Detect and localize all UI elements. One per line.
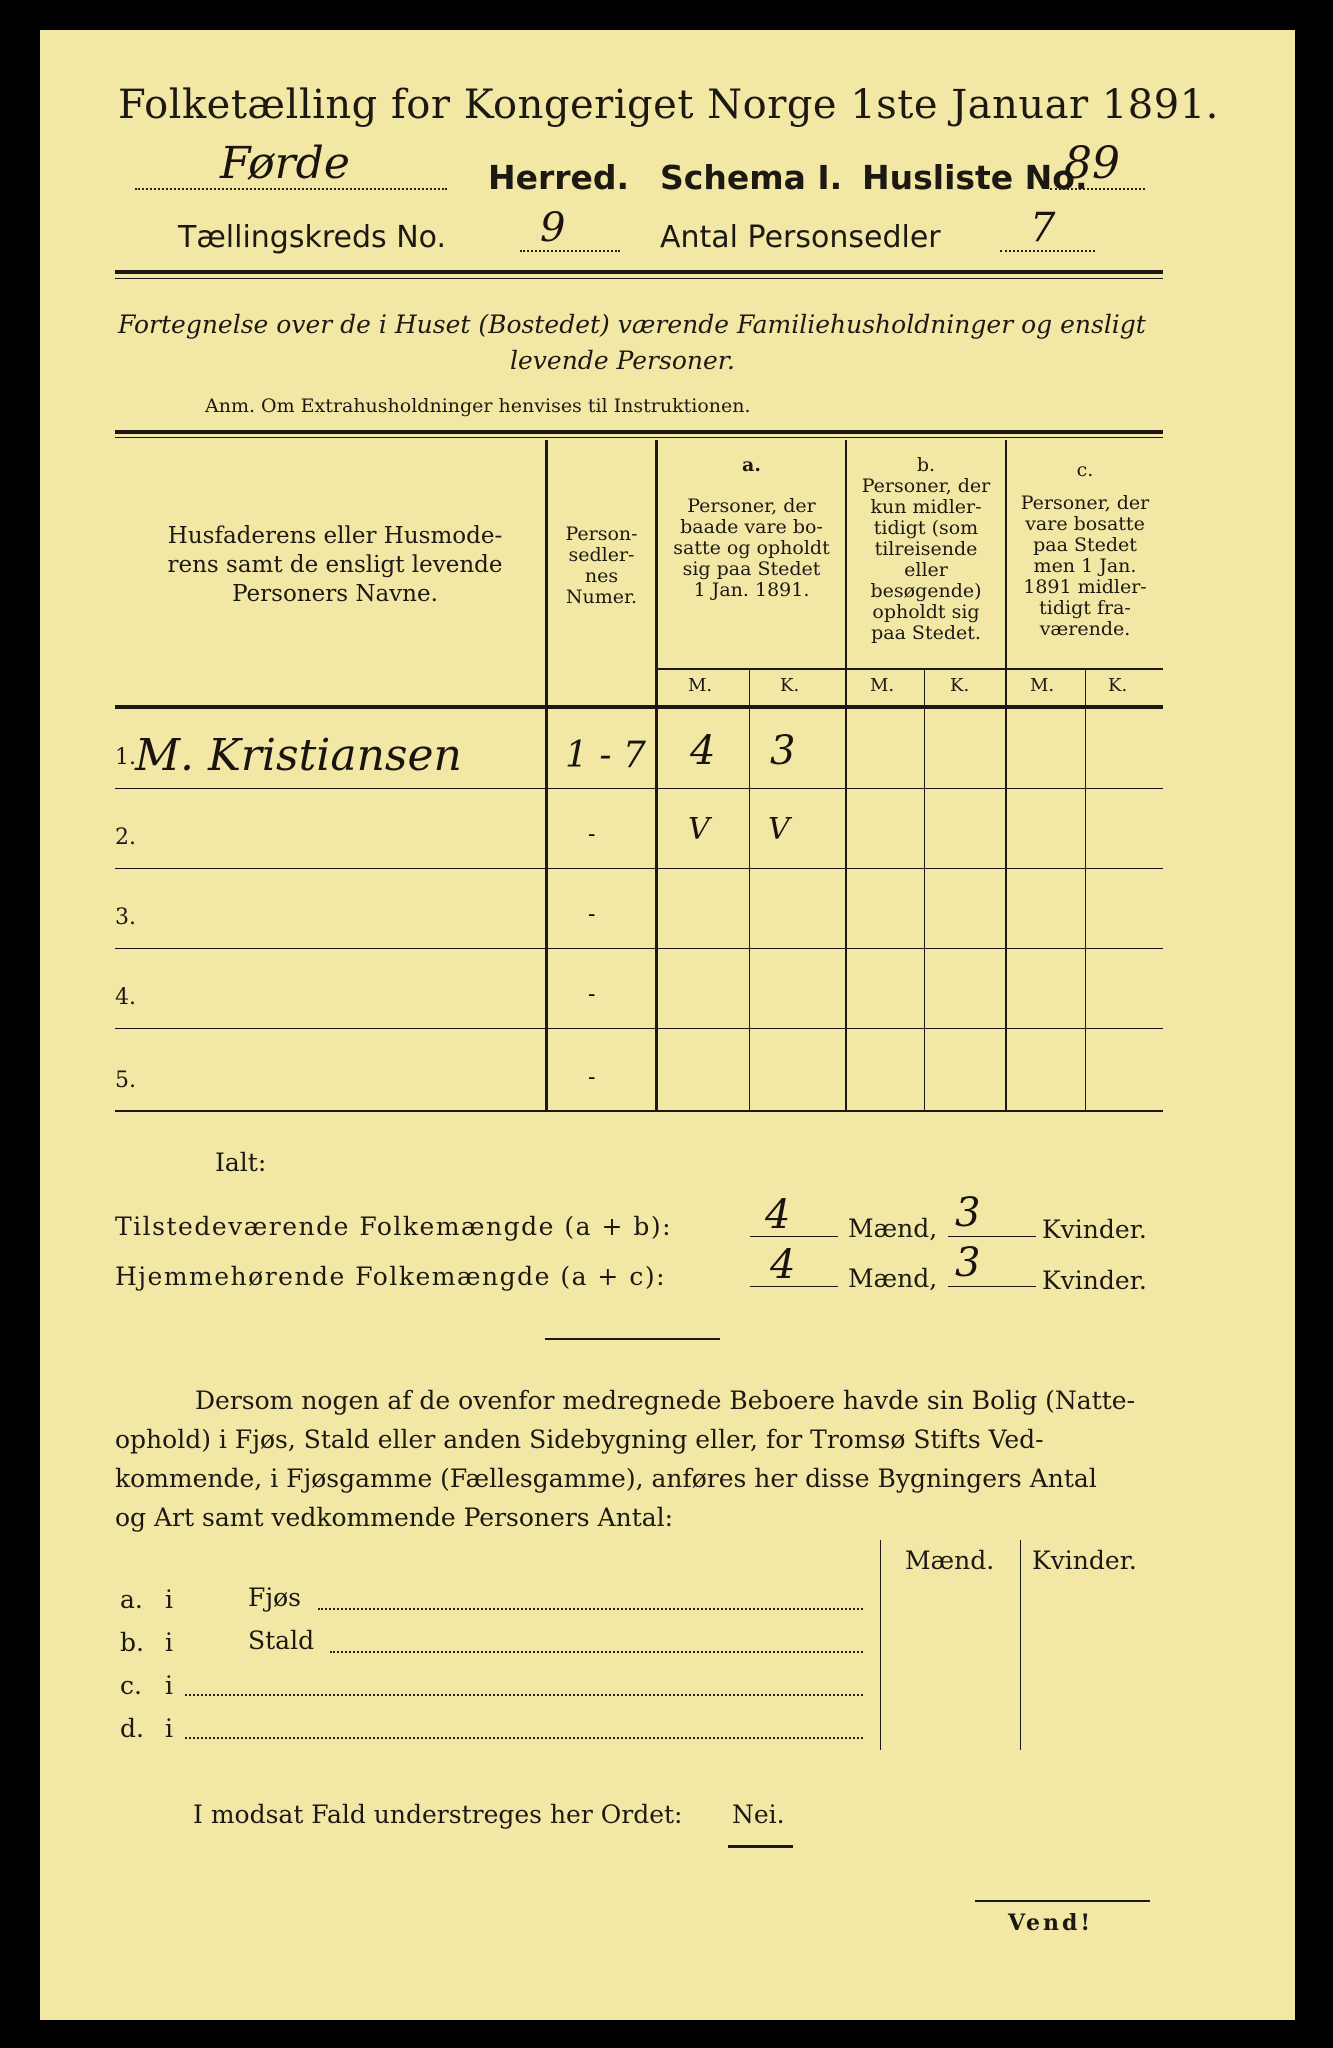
col-header-c: c. Personer, der vare bosatte paa Stedet men 1 Jan. 1891 midler- tidigt fra- værende. [1020,459,1150,640]
tilstede-m-line [750,1236,838,1237]
table-top-rule-thin [115,437,1163,438]
item-b-dots [330,1651,863,1653]
hjemme-kvinder: Kvinder. [1042,1266,1147,1295]
nei-word: Nei. [732,1800,785,1829]
item-d-i: i [165,1714,173,1743]
c-k-label: K. [1108,675,1128,696]
intro-line-1: Fortegnelse over de i Huset (Bostedet) værende Familiehusholdninger og ensligt [118,310,1146,339]
row-2-a-k: V [768,812,790,847]
form-title: Folketælling for Kongeriget Norge 1ste Januar 1891. [118,82,1219,128]
col-divider-b-mk [924,670,925,1112]
table-top-rule [115,430,1163,434]
row-1-num: 1. [115,745,136,770]
header-rule [115,270,1163,274]
row-2-num: 2. [115,825,136,850]
item-d-letter: d. [120,1714,144,1743]
row-5-num: 5. [115,1068,136,1093]
schema-label: Schema I. [660,158,843,197]
kreds-label: Tællingskreds No. [178,220,446,255]
antal-value: 7 [1030,205,1056,251]
tilstede-label: Tilstedeværende Folkemængde (a + b): [115,1212,673,1241]
antal-label: Antal Personsedler [660,220,941,255]
col-divider-c-mk [1085,670,1086,1112]
herred-label: Herred. [488,158,630,197]
hjemme-k-line [948,1286,1036,1287]
b-m-label: M. [870,675,895,696]
nei-underline [728,1845,793,1848]
vend-rule [975,1900,1150,1902]
row-3-num: 3. [115,905,136,930]
note-maend-header: Mænd. [905,1546,995,1575]
ialt-label: Ialt: [215,1148,267,1177]
col-header-b: b. Personer, der kun midler- tidigt (som tilreisende eller besøgende) opholdt sig paa Stedet. [861,454,991,644]
header-rule-thin [115,278,1163,279]
note-line-1: Dersom nogen af de ovenfor medregnede Beboere havde sin Bolig (Natte- [195,1386,1136,1415]
col-header-a: a. Personer, der baade vare bo- satte og opholdt sig paa Stedet 1 Jan. 1891. [673,454,830,601]
husliste-label: Husliste No. [862,158,1088,197]
hjemme-k-value: 3 [955,1240,981,1286]
col-header-names: Husfaderens eller Husmode- rens samt de ensligt levende Personers Navne. [167,523,503,607]
row-1-name: M. Kristiansen [135,730,462,781]
item-a-letter: a. [120,1585,143,1614]
row-1-a-k: 3 [770,728,796,774]
a-m-label: M. [688,675,713,696]
item-b-i: i [165,1628,173,1657]
note-line-2: ophold) i Fjøs, Stald eller anden Sidebygning eller, for Tromsø Stifts Ved- [115,1425,1044,1454]
note-line-3: kommende, i Fjøsgamme (Fællesgamme), anføres her disse Bygningers Antal [115,1464,1097,1493]
row-2-numer: - [588,822,596,847]
c-m-label: M. [1030,675,1055,696]
anm-note: Anm. Om Extrahusholdninger henvises til Instruktionen. [205,395,751,417]
b-k-label: K. [950,675,970,696]
note-line-4: og Art samt vedkommende Personers Antal: [115,1503,674,1532]
tilstede-kvinder: Kvinder. [1042,1215,1147,1244]
item-a-dots [318,1608,863,1610]
modsat-text: I modsat Fald understreges her Ordet: [193,1800,683,1829]
section-divider [545,1338,720,1340]
col-header-numer: Person- sedler- nes Numer. [565,523,638,608]
item-c-letter: c. [120,1671,142,1700]
hjemme-maend: Mænd, [848,1264,938,1293]
hjemme-m-value: 4 [770,1242,796,1288]
a-k-label: K. [780,675,800,696]
row-line-2 [115,868,1163,869]
tilstede-k-line [948,1236,1036,1237]
note-col-divider-2 [1020,1540,1021,1750]
item-d-dots [185,1737,863,1739]
item-a-i: i [165,1585,173,1614]
row-4-num: 4. [115,985,136,1010]
row-1-a-m: 4 [690,728,716,774]
tilstede-k-value: 3 [955,1190,981,1236]
row-3-numer: - [588,902,596,927]
item-c-i: i [165,1671,173,1700]
row-2-a-m: V [688,812,710,847]
row-5-numer: - [588,1065,596,1090]
herred-value: Førde [220,138,350,189]
row-line-3 [115,948,1163,949]
row-line-1 [115,788,1163,789]
hjemme-label: Hjemmehørende Folkemængde (a + c): [115,1262,666,1291]
item-c-dots [185,1694,863,1696]
kreds-dotted-line [520,250,620,252]
item-a-label: Fjøs [248,1583,301,1612]
intro-line-2: levende Personer. [510,346,735,375]
tilstede-m-value: 4 [765,1192,791,1238]
item-b-label: Stald [248,1626,315,1655]
vend-text: Vend! [1008,1910,1094,1936]
row-4-numer: - [588,982,596,1007]
husliste-value: 89 [1064,138,1120,189]
col-divider-a-mk [749,670,750,1112]
note-kvinder-header: Kvinder. [1032,1546,1137,1575]
item-b-letter: b. [120,1628,144,1657]
note-col-divider-1 [880,1540,881,1750]
row-1-numer: 1 - 7 [565,735,646,776]
kreds-value: 9 [540,205,566,251]
tilstede-maend: Mænd, [848,1214,938,1243]
mk-header-rule [655,668,1163,670]
row-line-4 [115,1028,1163,1029]
